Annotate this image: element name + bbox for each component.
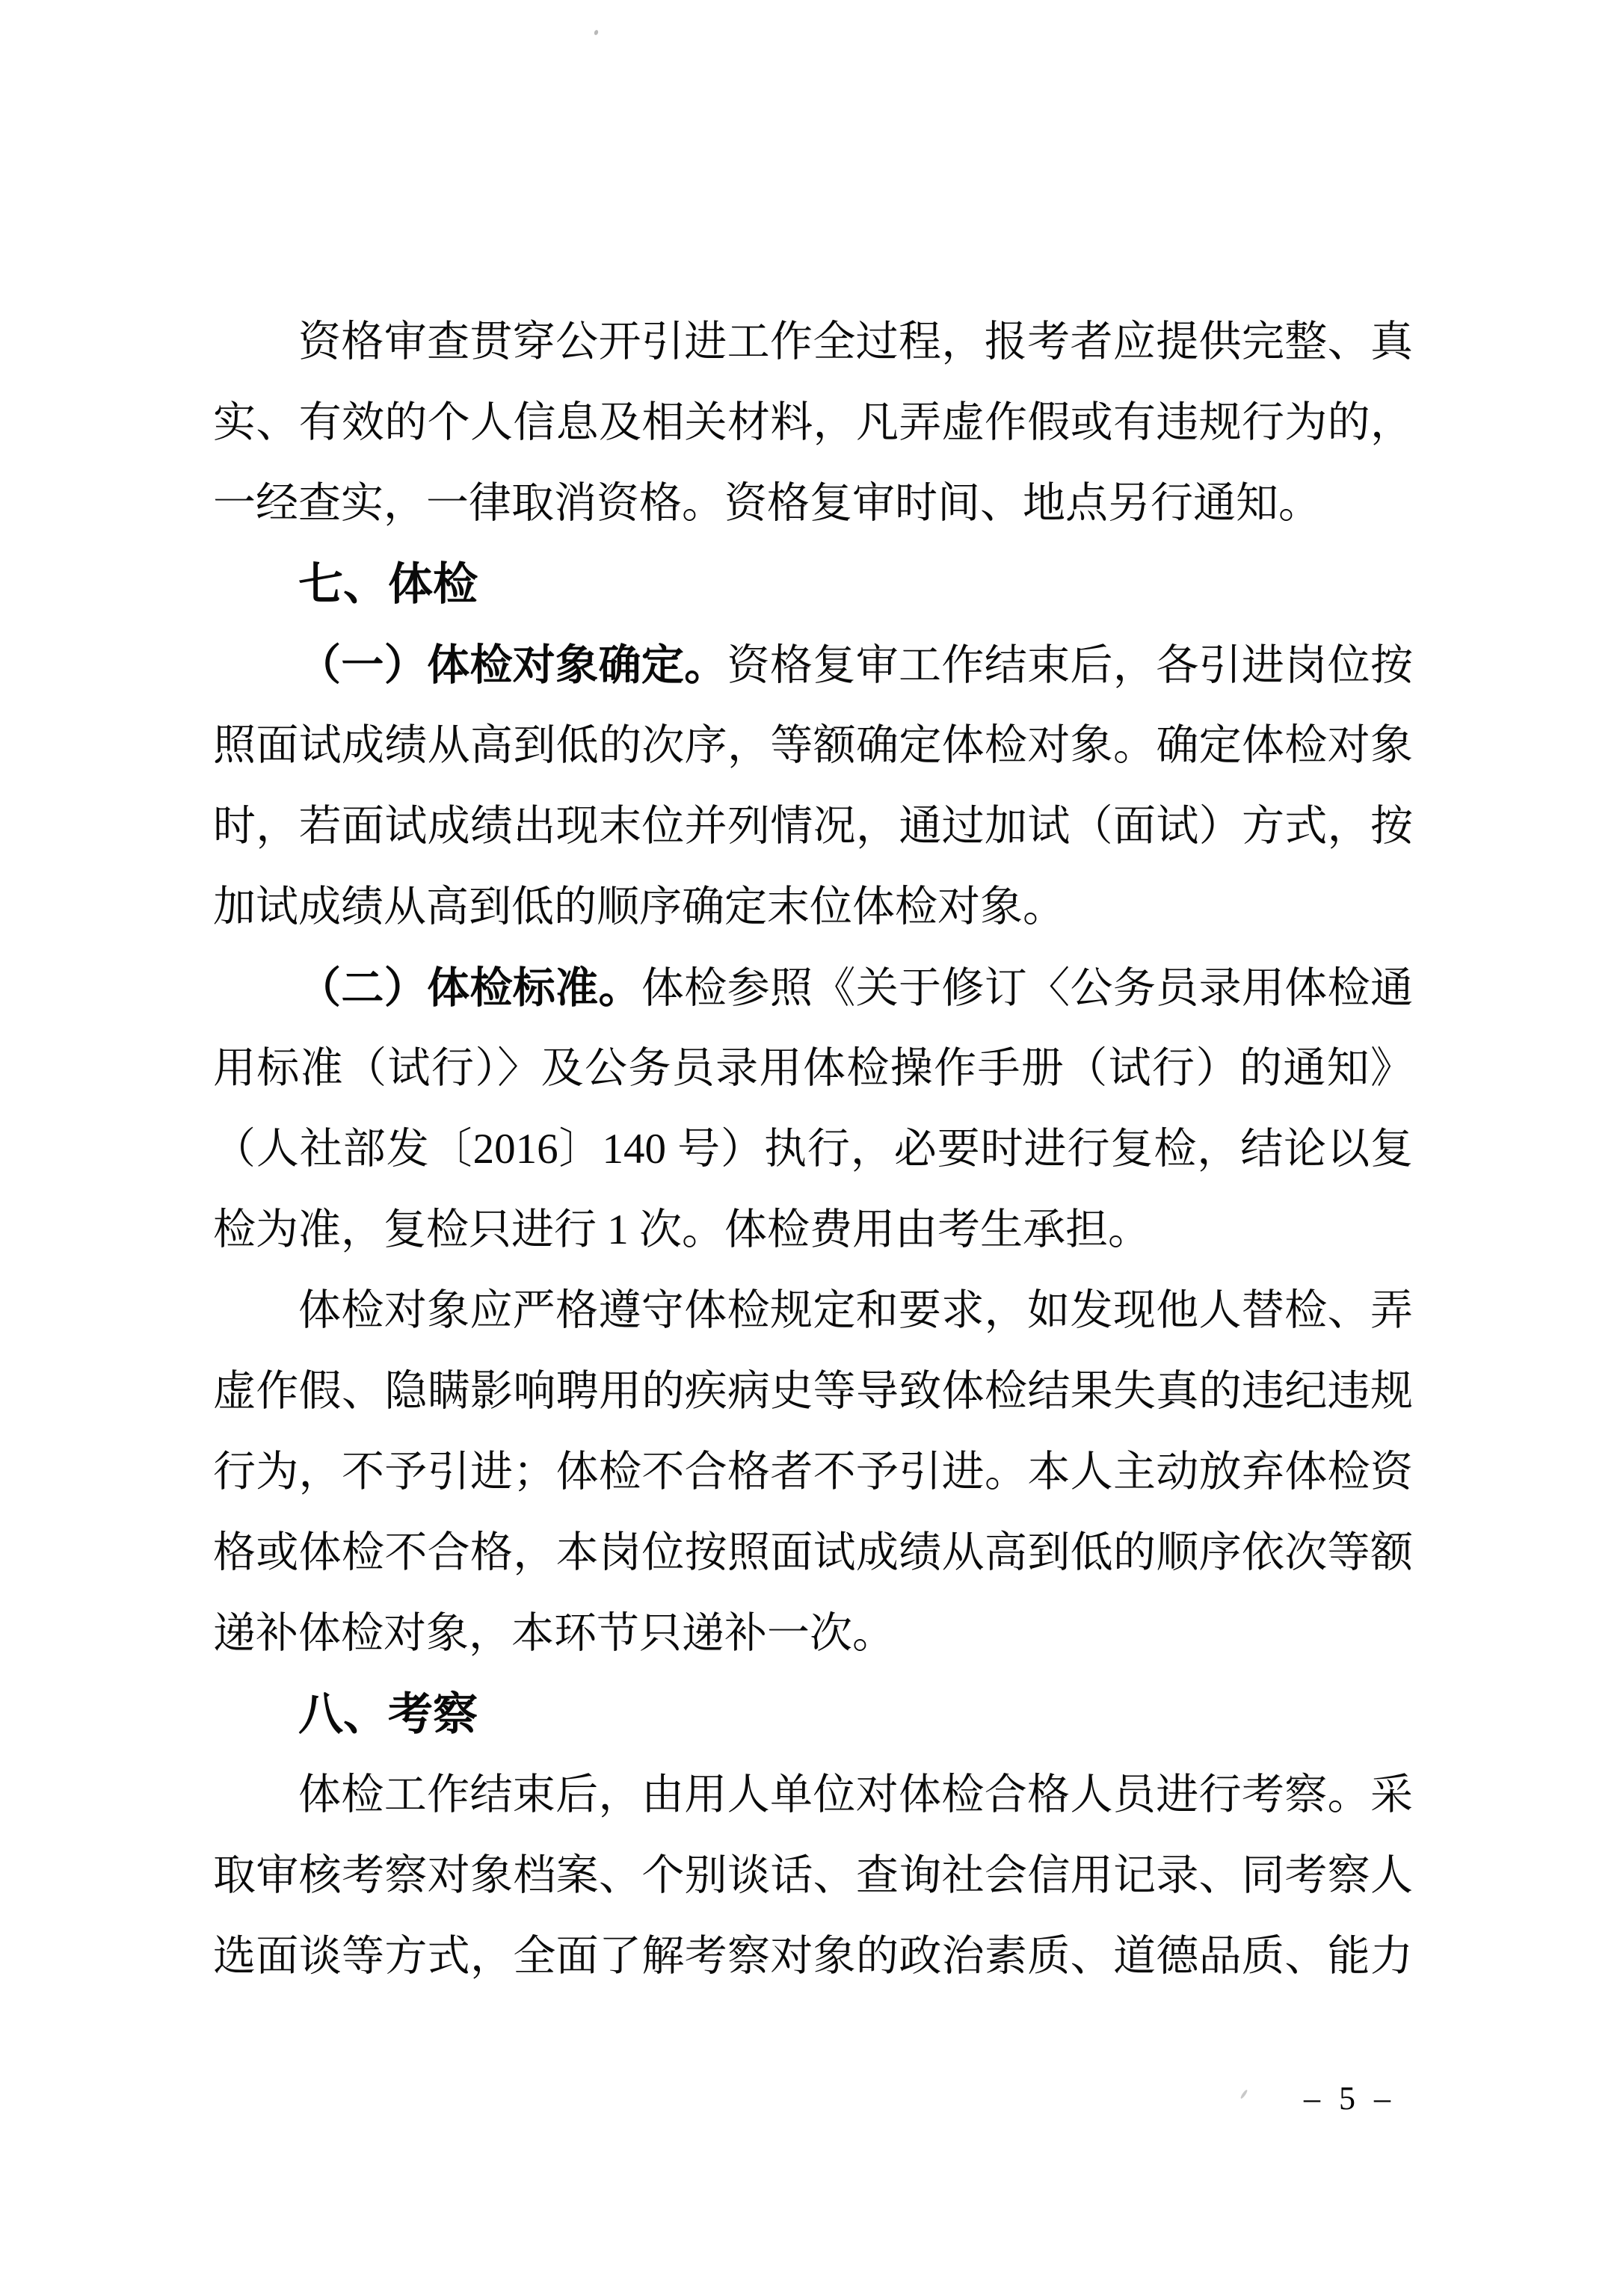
text-line bbox=[213, 1513, 1413, 1593]
text-line bbox=[213, 383, 1413, 463]
text-line bbox=[213, 786, 1413, 867]
text-segment: 选面谈等方式，全面了解考察对象的政治素质、道德品质、能力 bbox=[213, 1933, 1413, 1980]
text-segment: 照面试成绩从高到低的次序，等额确定体检对象。确定体检对象 bbox=[213, 722, 1413, 769]
text-line bbox=[213, 1190, 1413, 1271]
text-line bbox=[213, 1271, 1413, 1351]
text-segment: 资格审查贯穿公开引进工作全过程，报考者应提供完整、真 bbox=[298, 318, 1413, 365]
bold-text-segment: 七、体检 bbox=[298, 559, 478, 609]
page-number: – 5 – bbox=[1304, 2080, 1396, 2117]
text-segment: 体检参照《关于修订〈公务员录用体检通 bbox=[641, 965, 1414, 1012]
text-segment: 时，若面试成绩出现末位并列情况，通过加试（面试）方式，按 bbox=[213, 803, 1413, 850]
text-segment: 资格复审工作结束后，各引进岗位按 bbox=[727, 642, 1414, 689]
text-line bbox=[213, 1593, 1413, 1674]
text-line bbox=[213, 1916, 1413, 1997]
text-line bbox=[213, 1755, 1413, 1836]
document-body bbox=[213, 302, 1413, 1997]
text-line bbox=[213, 463, 1413, 544]
text-segment: 实、有效的个人信息及相关材料，凡弄虚作假或有违规行为的， bbox=[213, 399, 1413, 446]
text-segment: 加试成绩从高到低的顺序确定末位体检对象。 bbox=[213, 883, 1065, 931]
text-line bbox=[213, 1432, 1413, 1513]
text-line bbox=[213, 1836, 1413, 1916]
text-line bbox=[213, 302, 1413, 383]
text-line bbox=[213, 1351, 1413, 1432]
text-segment: 体检对象应严格遵守体检规定和要求，如发现他人替检、弄 bbox=[298, 1287, 1413, 1334]
text-line bbox=[213, 948, 1413, 1028]
text-line bbox=[213, 1109, 1413, 1190]
text-line bbox=[213, 867, 1413, 948]
text-segment: 用标准（试行）〉及公务员录用体检操作手册（试行）的通知》 bbox=[213, 1045, 1413, 1092]
text-segment: 行为，不予引进；体检不合格者不予引进。本人主动放弃体检资 bbox=[213, 1448, 1413, 1496]
text-segment: 递补体检对象，本环节只递补一次。 bbox=[213, 1610, 895, 1657]
text-segment: 一经查实，一律取消资格。资格复审时间、地点另行通知。 bbox=[213, 480, 1321, 527]
text-segment: 虚作假、隐瞒影响聘用的疾病史等导致体检结果失真的违纪违规 bbox=[213, 1368, 1413, 1415]
section-heading bbox=[213, 1674, 1413, 1755]
text-line bbox=[213, 1028, 1413, 1109]
bold-text-segment: （二）体检标准。 bbox=[298, 964, 641, 1012]
section-heading bbox=[213, 544, 1413, 625]
text-line bbox=[213, 625, 1413, 706]
text-segment: 体检工作结束后，由用人单位对体检合格人员进行考察。采 bbox=[298, 1771, 1413, 1818]
text-segment: 取审核考察对象档案、个别谈话、查询社会信用记录、同考察人 bbox=[213, 1852, 1413, 1899]
text-line bbox=[213, 706, 1413, 786]
bold-text-segment: 八、考察 bbox=[298, 1689, 478, 1739]
text-segment: 格或体检不合格，本岗位按照面试成绩从高到低的顺序依次等额 bbox=[213, 1529, 1413, 1576]
text-segment: 检为准，复检只进行 1 次。体检费用由考生承担。 bbox=[213, 1206, 1151, 1253]
bold-text-segment: （一）体检对象确定。 bbox=[298, 641, 727, 689]
text-segment: （人社部发〔2016〕140 号）执行，必要时进行复检，结论以复 bbox=[213, 1126, 1413, 1173]
